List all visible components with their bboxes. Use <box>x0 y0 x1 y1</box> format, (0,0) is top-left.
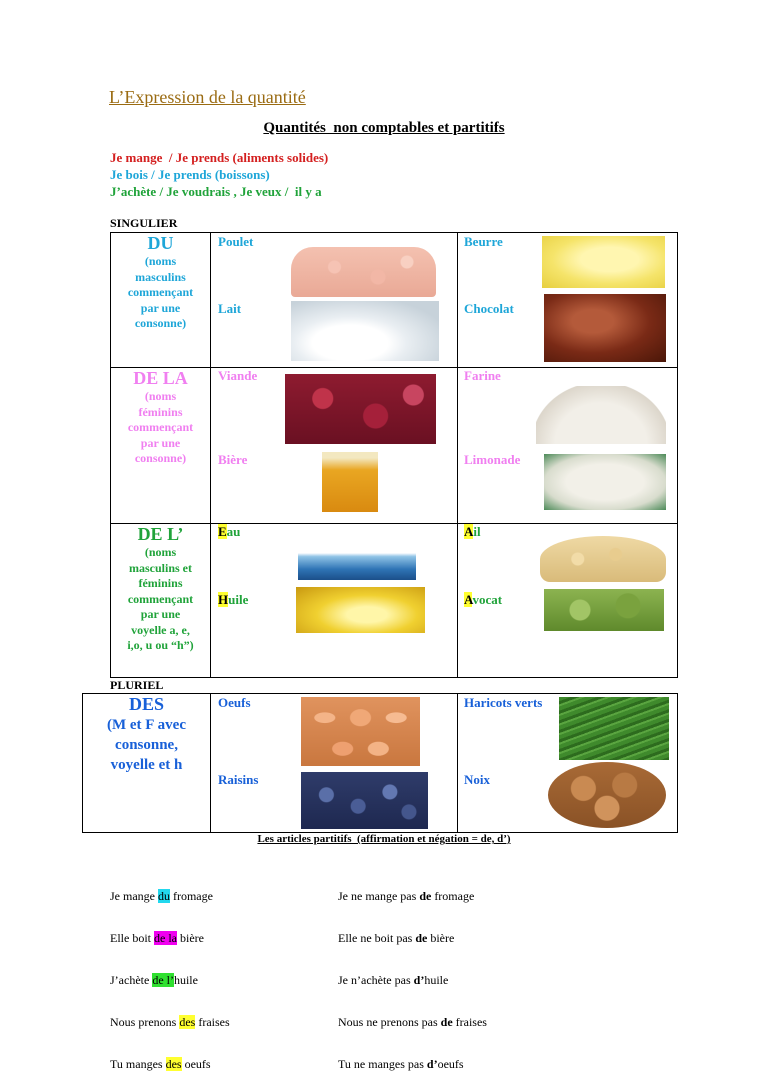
affirmation-example: J’achète de l’huile <box>110 973 198 987</box>
image-haricots-verts <box>559 697 669 760</box>
image-raisins <box>301 772 428 829</box>
negation-examples <box>338 861 487 1085</box>
image-farine <box>536 386 666 444</box>
food-label-oeufs: Oeufs <box>218 695 251 710</box>
intro-line-drinks: Je bois / Je prends (boissons) <box>110 167 270 182</box>
food-label-avocat: Avocat <box>464 592 503 607</box>
image-noix <box>548 762 666 828</box>
image-poulet <box>291 247 436 297</box>
food-label-ail: Ail <box>464 524 481 539</box>
image-beurre <box>542 236 665 288</box>
image-chocolat <box>544 294 666 362</box>
image-huile <box>296 587 425 633</box>
image-limonade <box>544 454 666 510</box>
food-cell-du-left <box>211 233 458 368</box>
food-label-huile: Huile <box>218 592 249 607</box>
food-label-farine: Farine <box>464 368 501 383</box>
food-label-poulet: Poulet <box>218 234 254 249</box>
negation-example: Elle ne boit pas de bière <box>338 931 455 945</box>
food-label-chocolat: Chocolat <box>464 301 514 316</box>
food-cell-des-right <box>458 694 678 833</box>
row-du <box>111 233 678 368</box>
food-label-haricots-verts: Haricots verts <box>464 695 543 710</box>
negation-example: Je n’achète pas d’huile <box>338 973 449 987</box>
intro-line-solids: Je mange / Je prends (aliments solides) <box>110 150 329 165</box>
intro-line-buying: J’achète / Je voudrais , Je veux / il y a <box>110 184 322 199</box>
article-des-desc: (M et F avec consonne, voyelle et h <box>107 717 186 773</box>
food-label-biere: Bière <box>218 452 248 467</box>
negation-example: Nous ne prenons pas de fraises <box>338 1015 487 1029</box>
article-del-desc: (noms masculins et féminins commençant par une voyelle a, e, i,o, u ou “h”) <box>127 545 194 652</box>
affirmation-example: Elle boit de la bière <box>110 931 204 945</box>
row-del <box>111 524 678 678</box>
article-cell-del <box>111 524 211 678</box>
row-des <box>83 694 678 833</box>
negation-example: Je ne mange pas de fromage <box>338 889 475 903</box>
plural-table <box>82 693 678 833</box>
image-lait <box>291 301 439 361</box>
food-label-beurre: Beurre <box>464 234 503 249</box>
partitive-articles-heading: Les articles partitifs (affirmation et négation = de, d’) <box>257 833 511 845</box>
food-cell-dela-left <box>211 368 458 524</box>
food-cell-dela-right <box>458 368 678 524</box>
affirmation-examples <box>110 861 230 1085</box>
image-eau <box>298 544 416 580</box>
food-label-raisins: Raisins <box>218 772 259 787</box>
food-cell-du-right <box>458 233 678 368</box>
affirmation-example: Je mange du fromage <box>110 889 213 903</box>
singular-table <box>110 232 678 678</box>
article-dela: DE LA <box>133 368 188 388</box>
food-cell-des-left <box>211 694 458 833</box>
food-label-limonade: Limonade <box>464 452 521 467</box>
image-ail <box>540 536 666 582</box>
article-del: DE L’ <box>137 524 184 544</box>
page-title: L’Expression de la quantité <box>109 87 306 107</box>
article-dela-desc: (noms féminins commençant par une consonne) <box>127 389 194 465</box>
image-viande <box>285 374 436 444</box>
affirmation-example: Nous prenons des fraises <box>110 1015 230 1029</box>
food-label-noix: Noix <box>464 772 490 787</box>
article-cell-des <box>83 694 211 833</box>
food-label-viande: Viande <box>218 368 258 383</box>
page-subtitle: Quantités non comptables et partitifs <box>263 120 505 136</box>
article-du: DU <box>147 233 174 253</box>
singulier-label: SINGULIER <box>110 216 178 230</box>
article-des: DES <box>128 694 164 714</box>
food-label-lait: Lait <box>218 301 242 316</box>
food-cell-del-right <box>458 524 678 678</box>
food-cell-del-left <box>211 524 458 678</box>
article-cell-du <box>111 233 211 368</box>
affirmation-example: Tu manges des oeufs <box>110 1057 211 1071</box>
negation-example: Tu ne manges pas d’oeufs <box>338 1057 464 1071</box>
article-cell-dela <box>111 368 211 524</box>
pluriel-label: PLURIEL <box>110 678 164 692</box>
image-avocat <box>544 589 664 631</box>
image-biere <box>322 452 378 512</box>
image-oeufs <box>301 697 420 766</box>
food-label-eau: Eau <box>218 524 241 539</box>
row-dela <box>111 368 678 524</box>
article-du-desc: (noms masculins commençant par une consonne) <box>127 254 194 330</box>
